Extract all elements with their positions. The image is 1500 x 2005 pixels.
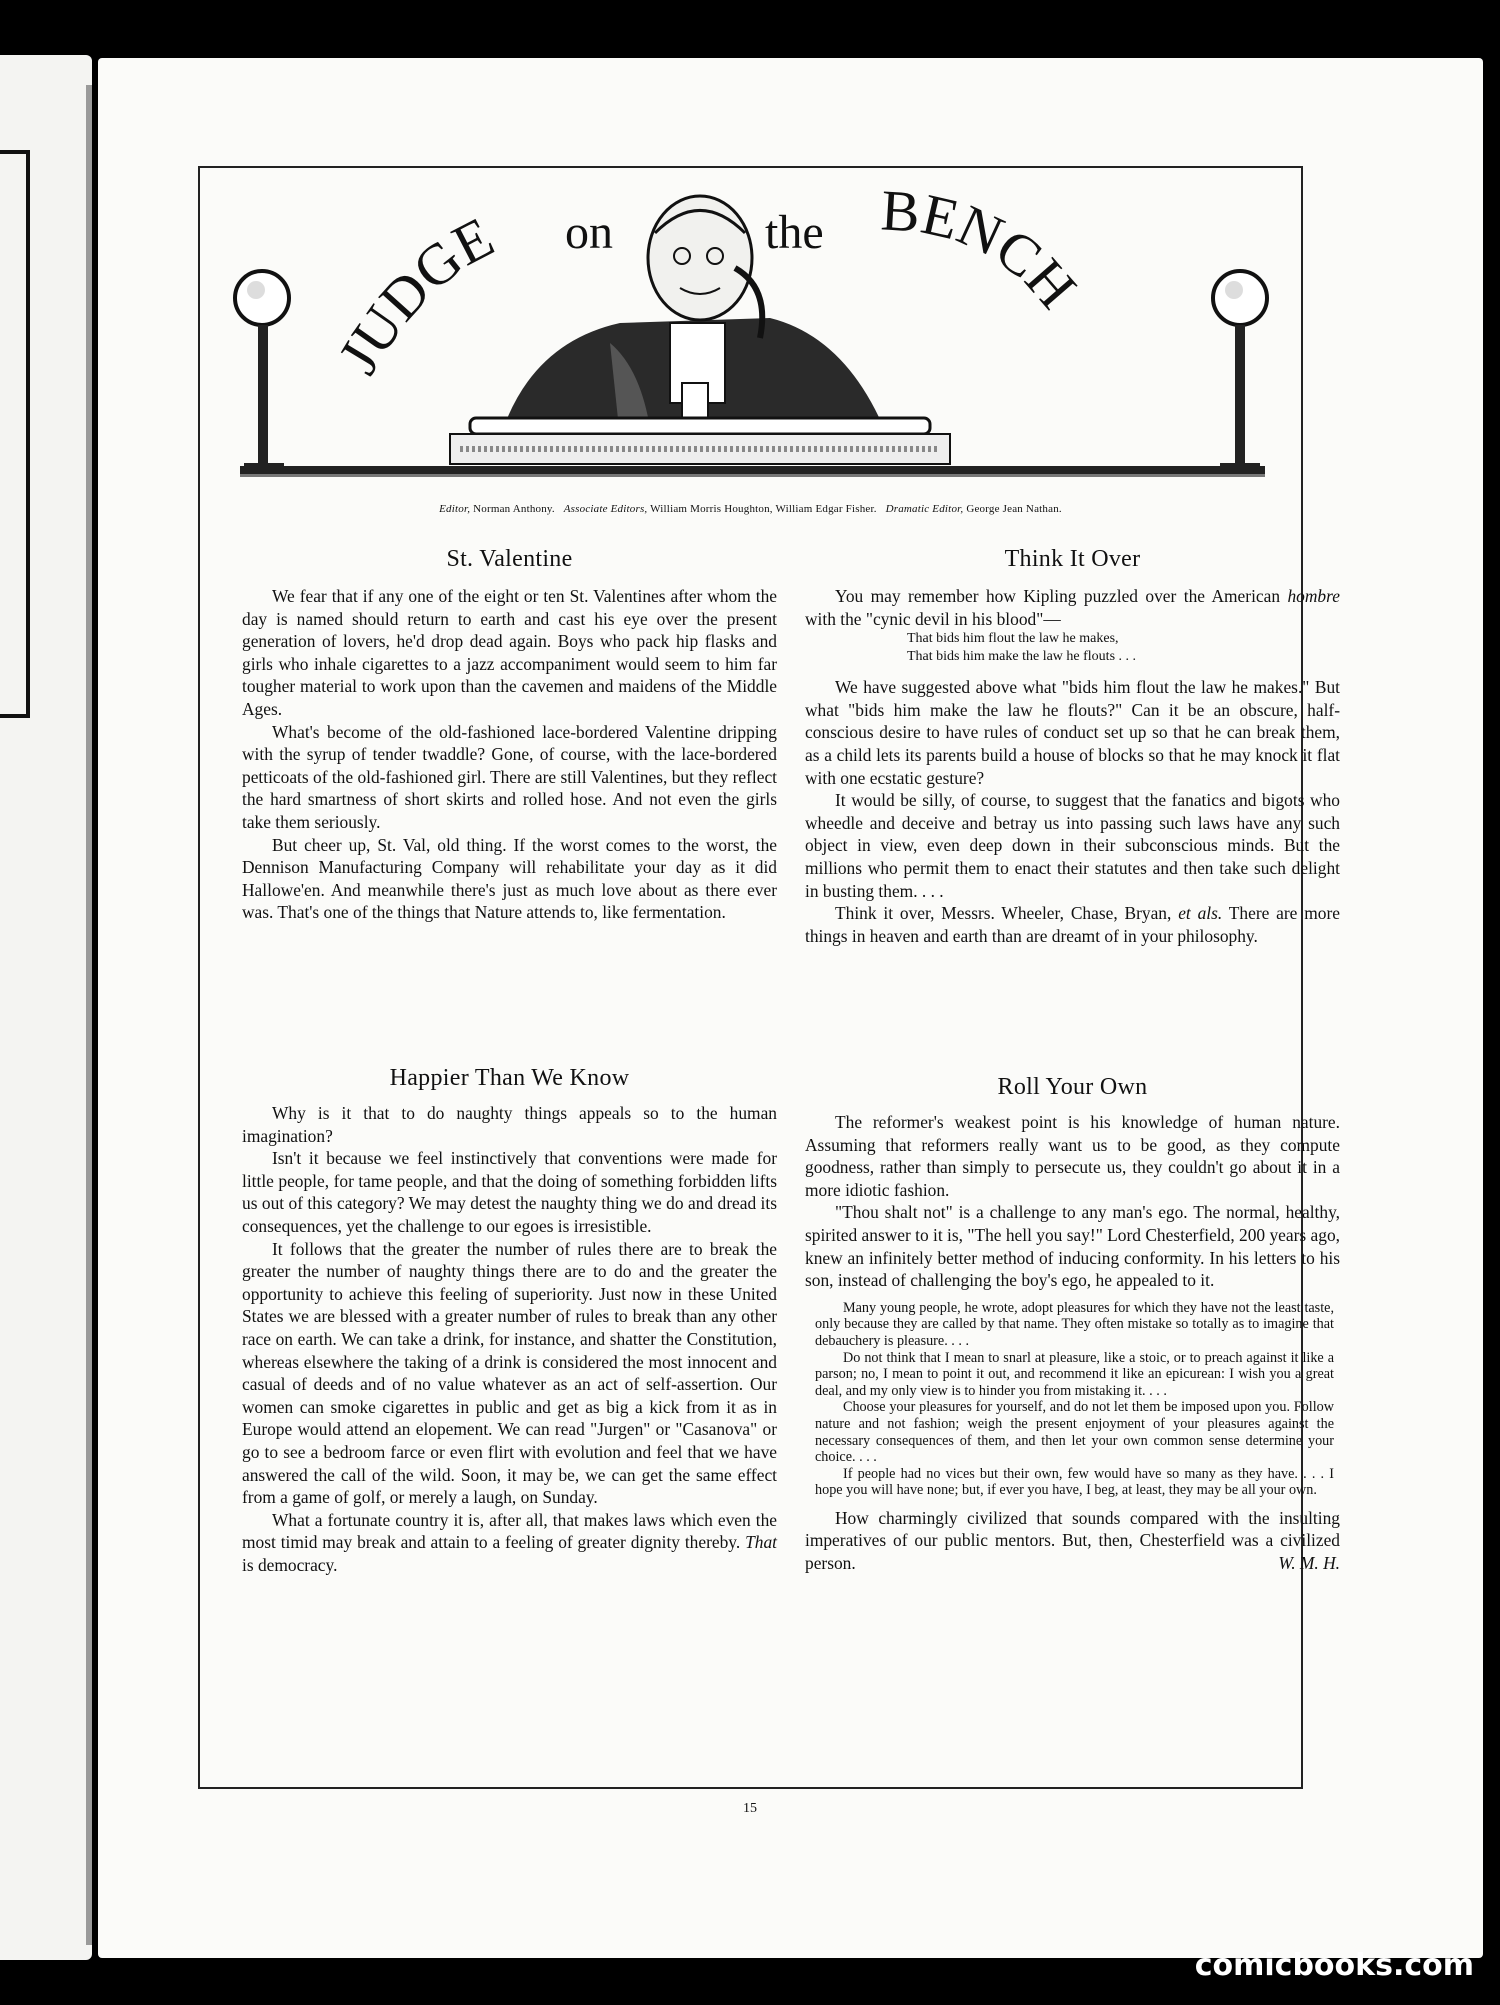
page-gutter-shadow [86,85,92,1945]
emphasis: et als. [1178,903,1223,924]
paragraph [242,1509,777,1577]
left-lamp-post [235,271,289,477]
masthead [200,168,1301,503]
paragraph: We fear that if any one of the eight or ten St. Valentines after whom the day is named should return to earth and cast his eye over the present generation of lovers, he'd drop dead again. Boys who pack hip flasks and girls who inhale cigarettes to a jazz accompaniment would seem to him far tougher material to work upon than the cavemen and maidens of the Middle Ages. [242,586,777,719]
title-word-on: on [565,206,613,259]
text-run: What a fortunate country it is, after all, that makes laws which even the most timid may break and attain to a feeling of greater dignity thereby. [242,1509,777,1553]
quoted-letter: Many young people, he wrote, adopt pleasures for which they have not the least taste, only because they are called by that name. They often mistake so totally as to imagine that debauchery is pleasure. . . . [815,1299,1334,1349]
paragraph: Isn't it because we feel instinctively that conventions were made for little people, for tame people, and that the doing of something forbidden lifts us out of this category? We may detest the naughty thing we do and dread its consequences, yet the challenge to our egoes is irresistible. [242,1148,777,1236]
paragraph: It would be silly, of course, to suggest that the fanatics and bigots who wheedle and deceive and betray us into passing such laws have any such object in view, even deep down in their subconscious minds. But the millions who permit them to enact their statutes and then take such delight in busting them. . . . [805,790,1340,901]
svg-text:BENCH [879,177,1089,320]
quoted-letter: If people had no vices but their own, few would have so many as they have. . . . I hope you will have none; but, if ever you have, I beg, at least, they may be all your own. [815,1465,1334,1499]
verse-line: That bids him flout the law he makes, [907,631,1119,647]
article-st-valentine [242,546,777,924]
article-think-it-over [805,546,1340,947]
text-run: There are more things in heaven and earth than are dreamt of in your philosophy. [805,903,1340,946]
paragraph: What's become of the old-fashioned lace-bordered Valentine dripping with the syrup of tender twaddle? Gone, of course, with the lace-bordered petticoats of the old-fashioned girl. There are still Valentines, but they reflect the hard smartness of short skirts and rolled hose. And not even the girls take them seriously. [242,721,777,832]
text-run: You may remember how Kipling puzzled over the American [835,586,1281,606]
emphasis: hombre [1287,586,1340,606]
verse-line: That bids him make the law he flouts . . . [907,649,1137,665]
paragraph [805,1507,1340,1575]
paragraph: We have suggested above what "bids him flout the law he makes." But what "bids him make the law he flouts?" Can it be an obscure, half-conscious desire to have rules of conduct set up so that he can break them, as a child lets its parents build a house of blocks so that he may knock it flat with one ecstatic gesture? [805,677,1340,788]
article-title: Roll Your Own [997,1074,1148,1100]
article-title: Happier Than We Know [389,1065,630,1091]
article-happier-than-we-know [242,1065,777,1576]
right-lamp-post [1213,271,1267,477]
title-word-the: the [765,206,824,259]
associate-names: William Morris Houghton, William Edgar Fisher. [650,503,877,515]
site-watermark: comicbooks.com [1194,1948,1474,1983]
text-run: Think it over, Messrs. Wheeler, Chase, Bryan, [835,903,1172,924]
paragraph: Why is it that to do naughty things appeals so to the human imagination? [242,1103,777,1146]
paragraph [805,902,1340,947]
article-title: St. Valentine [446,546,573,572]
paragraph: It follows that the greater the number of rules there are to break the greater the number of naughty things there are to do and the greater the opportunity to achieve this feeling of superiority. Just now in these United States we are blessed with a greater number of rules to break than any other race on earth. We can take a drink, for instance, and shatter the Constitution, whereas elsewhere the taking of a drink is considered the most innocent and casual of deeds and of no value whatever as an act of self-assertion. Our women can smoke cigarettes in public and get as big a kick from it as in Europe would attend an elopement. We can read "Jurgen" or "Casanova" or go to see a bedroom farce or even flirt with evolution and feel that we have answered the call of the wild. Soon, it may be, we can get the same effect from a game of golf, or merely a laugh, on Sunday. [242,1238,777,1508]
editor-name: Norman Anthony. [473,503,555,515]
judge-figure-icon [500,196,890,443]
dramatic-role: Dramatic Editor, [885,503,964,515]
text-run: with the "cynic devil in his blood"— [805,608,1061,629]
author-signature: W. M. H. [1278,1553,1340,1574]
article-roll-your-own [805,1074,1340,1575]
quoted-letter: Do not think that I mean to snarl at pleasure, like a stoic, or to preach against it like a parson; no, I mean to point it out, and recommend it like an epicurean: I wish you a great deal, and my only view is to hinder you from mistaking it. . . . [815,1349,1334,1399]
associate-role: Associate Editors, [563,503,648,515]
page-number: 15 [743,1801,757,1816]
title-word-judge: JUDGE [325,204,504,385]
quoted-letter: Choose your pleasures for yourself, and do not let them be imposed upon you. Follow nature and not fashion; weigh the present enjoyment of your pleasures against the necessary consequences of them, and then let your own common sense determine your choice. . . . [815,1399,1334,1466]
paragraph [805,585,1340,630]
dramatic-name: George Jean Nathan. [966,503,1062,515]
text-run: is democracy. [242,1554,338,1575]
paragraph: But cheer up, St. Val, old thing. If the worst comes to the worst, the Dennison Manufacturing Company will rehabilitate your day as it did Hallowe'en. And meanwhile there's just as much love about as there ever was. That's one of the things that Nature attends to, like fermentation. [242,834,777,923]
article-frame [198,166,1340,1789]
paragraph: The reformer's weakest point is his knowledge of human nature. Assuming that reformers really want us to be good, as they compute goodness, rather than simply to persecute us, they couldn't go about it in a more idiotic fashion. [805,1112,1340,1200]
editorial-credits [200,503,1301,515]
paragraph: "Thou shalt not" is a challenge to any man's ego. The normal, healthy, spirited answer to it is, "The hell you say!" Lord Chesterfield, 200 years ago, knew an infinitely better method of inducing conformity. In his letters to his son, instead of challenging the boy's ego, he appealed to it. [805,1202,1340,1291]
title-word-bench: BENCH [879,177,1090,321]
svg-text:JUDGE [325,204,503,384]
masthead-illustration [200,168,1301,503]
adjacent-page-edge [0,55,92,1960]
bench-icon [240,418,1265,477]
article-title: Think It Over [1004,546,1141,572]
emphasis: That [745,1532,777,1553]
binding-bracket [0,150,30,718]
text-run: How charmingly civilized that sounds compared with the insulting imperatives of our public mentors. But, then, Chesterfield was a civilized person. [805,1507,1340,1574]
editor-role: Editor, [439,503,471,515]
